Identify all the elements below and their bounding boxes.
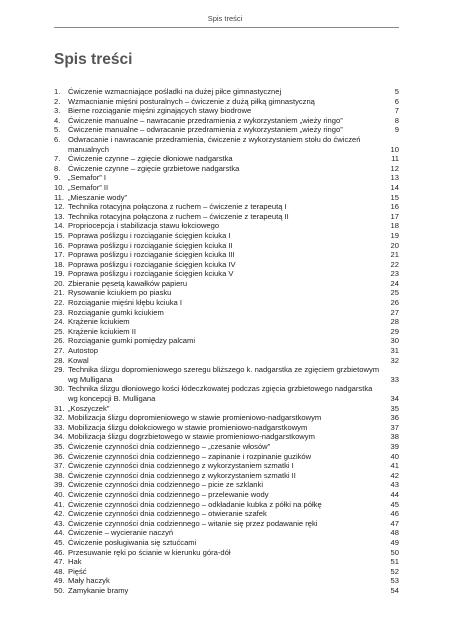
toc-entry-page-number: 15 <box>390 192 399 202</box>
toc-entry <box>54 241 399 251</box>
toc-entry <box>54 548 399 558</box>
toc-entry <box>54 509 399 519</box>
toc-entry-number: 45. <box>54 537 65 547</box>
toc-entry <box>54 586 399 596</box>
toc-entry <box>54 231 399 241</box>
header-divider <box>54 27 399 28</box>
toc-entry <box>54 269 399 279</box>
page-title: Spis treści <box>54 51 133 68</box>
toc-entry <box>54 423 399 433</box>
toc-entry-page-number: 37 <box>390 422 399 432</box>
toc-entry-title: Ćwiczenie czynności dnia codziennego – otwieranie szafek <box>68 509 267 519</box>
toc-entry-number: 38. <box>54 470 65 480</box>
toc-entry-title: Rozciąganie mięśni kłębu kciuka I <box>68 298 182 308</box>
toc-entry-number: 10. <box>54 182 65 192</box>
toc-entry-page-number: 21 <box>390 250 399 260</box>
toc-entry-number: 31. <box>54 403 65 413</box>
toc-entry-title: „Semafor” II <box>68 182 109 192</box>
toc-entry-page-number: 14 <box>390 182 399 192</box>
toc-entry <box>54 308 399 318</box>
toc-entry-page-number: 17 <box>390 211 399 221</box>
toc-entry <box>54 384 399 403</box>
toc-entry-title: Ćwiczenie czynności dnia codziennego – witanie się przez podawanie ręki <box>68 518 318 528</box>
toc-entry <box>54 356 399 366</box>
toc-entry-number: 29. <box>54 365 65 375</box>
toc-entry <box>54 221 399 231</box>
toc-entry-number: 41. <box>54 499 65 509</box>
toc-entry-title: Technika rotacyjna połączona z ruchem – ćwiczenie z terapeutą I <box>68 202 287 212</box>
toc-entry-number: 1. <box>54 87 61 96</box>
toc-entry-title: Wzmacnianie mięśni posturalnych – ćwiczenie z dużą piłką gimnastyczną <box>68 96 315 106</box>
toc-entry-title: Poprawa poślizgu i rozciąganie ścięgien kciuka II <box>68 240 233 250</box>
toc-entry-number: 30. <box>54 384 65 394</box>
toc-entry-title: Ćwiczenie czynne – zgięcie dłoniowe nadgarstka <box>68 154 233 164</box>
toc-entry-number: 46. <box>54 547 65 557</box>
toc-entry <box>54 461 399 471</box>
toc-entry <box>54 317 399 327</box>
toc-entry-title: „Semafor” I <box>68 173 106 183</box>
toc-entry-title: Technika rotacyjna połączona z ruchem – ćwiczenie z terapeutą II <box>68 211 289 221</box>
toc-entry-page-number: 47 <box>390 518 399 528</box>
toc-entry-page-number: 25 <box>390 288 399 298</box>
toc-entry <box>54 97 399 107</box>
table-of-contents <box>54 87 399 595</box>
toc-entry-page-number: 41 <box>390 461 399 471</box>
toc-entry-number: 3. <box>54 106 61 116</box>
toc-entry-number: 22. <box>54 298 65 308</box>
toc-entry-number: 12. <box>54 202 65 212</box>
toc-entry-title: Ćwiczenie czynne – zgięcie grzbietowe nadgarstka <box>68 163 240 173</box>
toc-entry-number: 9. <box>54 173 61 183</box>
toc-entry-title: Rysowanie kciukiem po piasku <box>68 288 172 298</box>
toc-entry <box>54 413 399 423</box>
toc-entry-title: Technika ślizgu dłoniowego kości łódeczkowatej podczas zgięcia grzbietowego nadgarstka wg koncepcji B. Mulligana <box>68 384 373 403</box>
toc-entry-number: 23. <box>54 307 65 317</box>
toc-entry-page-number: 13 <box>390 173 399 183</box>
toc-entry-number: 17. <box>54 250 65 260</box>
toc-entry <box>54 154 399 164</box>
toc-entry-number: 11. <box>54 192 64 202</box>
toc-entry-page-number: 38 <box>390 432 399 442</box>
toc-entry-page-number: 54 <box>390 585 399 595</box>
toc-entry-number: 33. <box>54 422 65 432</box>
toc-entry <box>54 135 399 154</box>
toc-entry-number: 39. <box>54 480 65 490</box>
toc-entry-page-number: 30 <box>390 336 399 346</box>
toc-entry-title: Poprawa poślizgu i rozciąganie ścięgien kciuka I <box>68 230 231 240</box>
toc-entry <box>54 538 399 548</box>
toc-entry-page-number: 20 <box>390 240 399 250</box>
toc-entry <box>54 260 399 270</box>
toc-entry-number: 27. <box>54 346 65 356</box>
toc-entry-number: 40. <box>54 489 65 499</box>
toc-entry <box>54 452 399 462</box>
toc-entry-title: Propriocepcja i stabilizacja stawu łokciowego <box>68 221 220 231</box>
toc-entry-title: Mobilizacja ślizgu dopromieniowego w stawie promieniowo-nadgarstkowym <box>68 413 322 423</box>
toc-entry-number: 15. <box>54 230 65 240</box>
toc-entry <box>54 288 399 298</box>
toc-entry-title: Mały haczyk <box>68 576 110 586</box>
toc-entry-page-number: 40 <box>390 451 399 461</box>
toc-entry-page-number: 46 <box>390 509 399 519</box>
toc-entry-page-number: 49 <box>390 537 399 547</box>
toc-entry <box>54 125 399 135</box>
toc-entry <box>54 490 399 500</box>
toc-entry-number: 16. <box>54 240 65 250</box>
toc-entry <box>54 173 399 183</box>
toc-entry-title: Hak <box>68 557 82 567</box>
toc-entry-page-number: 26 <box>390 298 399 308</box>
toc-entry-number: 21. <box>54 288 65 298</box>
toc-entry-title: Krążenie kciukiem <box>68 317 130 327</box>
toc-entry-number: 37. <box>54 461 65 471</box>
toc-entry-title: Bierne rozciąganie mięśni zginających stawy biodrowe <box>68 106 252 116</box>
toc-entry-title: Autostop <box>68 346 98 356</box>
toc-entry-title: Ćwiczenie czynności dnia codziennego – odkładanie kubka z półki na półkę <box>68 499 322 509</box>
toc-entry-title: Ćwiczenie manualne – odwracanie przedramienia z wykorzystaniem „wieży ringo” <box>68 125 343 135</box>
toc-entry-title: Zbieranie pęsetą kawałków papieru <box>68 278 188 288</box>
toc-entry-title: „Koszyczek” <box>68 403 110 413</box>
toc-entry-number: 26. <box>54 336 65 346</box>
toc-entry-number: 4. <box>54 115 61 125</box>
toc-entry-page-number: 11 <box>391 154 399 164</box>
toc-entry-number: 32. <box>54 413 65 423</box>
toc-entry-page-number: 27 <box>390 307 399 317</box>
toc-entry <box>54 327 399 337</box>
toc-entry <box>54 346 399 356</box>
toc-entry <box>54 471 399 481</box>
toc-entry-number: 36. <box>54 451 65 461</box>
toc-entry-page-number: 28 <box>390 317 399 327</box>
toc-entry <box>54 480 399 490</box>
toc-entry-page-number: 23 <box>390 269 399 279</box>
toc-entry <box>54 404 399 414</box>
toc-entry-number: 34. <box>54 432 65 442</box>
toc-entry-number: 43. <box>54 518 65 528</box>
toc-entry <box>54 500 399 510</box>
toc-entry-title: Ćwiczenie czynności dnia codziennego – zapinanie i rozpinanie guzików <box>68 451 312 461</box>
toc-entry <box>54 442 399 452</box>
toc-entry <box>54 528 399 538</box>
toc-entry-number: 42. <box>54 509 65 519</box>
toc-entry-page-number: 34 <box>390 394 399 403</box>
toc-entry-number: 47. <box>54 557 65 567</box>
toc-entry-number: 18. <box>54 259 65 269</box>
toc-entry-title: Ćwiczenie czynności dnia codziennego z wykorzystaniem szmatki II <box>68 470 296 480</box>
toc-entry-number: 35. <box>54 441 65 451</box>
toc-entry-page-number: 52 <box>390 566 399 576</box>
toc-entry-title: Kowal <box>68 355 89 365</box>
toc-entry-page-number: 29 <box>390 326 399 336</box>
toc-entry-number: 6. <box>54 134 61 144</box>
toc-entry-title: Poprawa poślizgu i rozciąganie ścięgien kciuka V <box>68 269 234 279</box>
toc-entry-title: Poprawa poślizgu i rozciąganie ścięgien kciuka IV <box>68 259 236 269</box>
toc-entry <box>54 567 399 577</box>
toc-entry-title: Krążenie kciukiem II <box>68 326 136 336</box>
running-header: Spis treści <box>207 14 243 23</box>
toc-entry <box>54 106 399 116</box>
toc-entry <box>54 432 399 442</box>
toc-entry-page-number: 51 <box>390 557 399 567</box>
toc-entry <box>54 87 399 97</box>
toc-entry-page-number: 50 <box>390 547 399 557</box>
toc-entry <box>54 193 399 203</box>
toc-entry-page-number: 31 <box>390 346 399 356</box>
toc-entry-title: Poprawa poślizgu i rozciąganie ścięgien kciuka III <box>68 250 235 260</box>
toc-entry-page-number: 19 <box>390 230 399 240</box>
toc-entry-page-number: 7 <box>394 106 399 116</box>
toc-entry-title: „Mieszanie wody” <box>68 192 128 202</box>
toc-entry-page-number: 10 <box>390 144 399 154</box>
toc-entry-number: 49. <box>54 576 65 586</box>
toc-entry-page-number: 9 <box>394 125 399 135</box>
toc-entry-page-number: 43 <box>390 480 399 490</box>
toc-entry-number: 7. <box>54 154 61 164</box>
toc-entry-number: 25. <box>54 326 65 336</box>
toc-entry-page-number: 44 <box>390 489 399 499</box>
toc-entry-number: 48. <box>54 566 65 576</box>
toc-entry <box>54 519 399 529</box>
toc-entry-page-number: 42 <box>390 470 399 480</box>
toc-entry-page-number: 32 <box>390 355 399 365</box>
toc-entry <box>54 183 399 193</box>
toc-entry-title: Pięść <box>68 566 87 576</box>
toc-entry-number: 24. <box>54 317 65 327</box>
toc-entry-number: 13. <box>54 211 65 221</box>
toc-entry-title: Zamykanie bramy <box>68 585 129 595</box>
toc-entry-number: 44. <box>54 528 65 538</box>
toc-entry-page-number: 22 <box>390 259 399 269</box>
toc-entry-page-number: 36 <box>390 413 399 423</box>
toc-entry-number: 50. <box>54 585 65 595</box>
toc-entry <box>54 279 399 289</box>
toc-entry-number: 20. <box>54 278 65 288</box>
toc-entry <box>54 164 399 174</box>
toc-entry <box>54 336 399 346</box>
toc-entry-title: Mobilizacja ślizgu dogrzbietowego w stawie promieniowo-nadgarstkowym <box>68 432 315 442</box>
toc-entry-title: Ćwiczenie czynności dnia codziennego – picie ze szklanki <box>68 480 264 490</box>
toc-entry-number: 28. <box>54 355 65 365</box>
toc-entry <box>54 212 399 222</box>
toc-entry-page-number: 53 <box>390 576 399 586</box>
toc-entry <box>54 557 399 567</box>
toc-entry-page-number: 48 <box>390 528 399 538</box>
toc-entry-number: 5. <box>54 125 61 135</box>
toc-entry <box>54 116 399 126</box>
toc-entry-title: Ćwiczenie wzmacniające pośladki na dużej piłce gimnastycznej <box>68 87 282 96</box>
toc-entry-page-number: 35 <box>390 403 399 413</box>
toc-entry-number: 2. <box>54 96 61 106</box>
toc-entry-page-number: 8 <box>394 115 399 125</box>
toc-entry-title: Mobilizacja ślizgu dołokciowego w stawie promieniowo-nadgarstkowym <box>68 422 308 432</box>
toc-entry <box>54 365 399 384</box>
toc-entry-title: Odwracanie i nawracanie przedramienia, ćwiczenie z wykorzystaniem stołu do ćwiczeń manualnych <box>68 134 361 154</box>
toc-entry-number: 19. <box>54 269 65 279</box>
toc-entry-page-number: 6 <box>394 96 399 106</box>
toc-entry <box>54 250 399 260</box>
toc-entry-number: 14. <box>54 221 65 231</box>
toc-entry-page-number: 24 <box>390 278 399 288</box>
toc-entry-title: Technika ślizgu dopromieniowego szeregu bliższego k. nadgarstka ze zgięciem grzbietowym wg Mulligana <box>68 365 380 384</box>
toc-entry-page-number: 45 <box>390 499 399 509</box>
toc-entry-title: Rozciąganie gumki pomiędzy palcami <box>68 336 196 346</box>
toc-entry-page-number: 33 <box>390 374 399 384</box>
toc-entry-title: Ćwiczenie posługiwania się sztućcami <box>68 537 197 547</box>
toc-entry-number: 8. <box>54 163 61 173</box>
toc-entry-page-number: 18 <box>390 221 399 231</box>
toc-entry <box>54 576 399 586</box>
toc-entry-title: Ćwiczenie czynności dnia codziennego – przelewanie wody <box>68 489 269 499</box>
toc-entry-title: Ćwiczenie manualne – nawracanie przedramienia z wykorzystaniem „wieży ringo” <box>68 115 343 125</box>
toc-entry-page-number: 39 <box>390 441 399 451</box>
toc-entry <box>54 298 399 308</box>
toc-entry-title: Ćwiczenie czynności dnia codziennego – „czesanie włosów” <box>68 441 271 451</box>
toc-entry-title: Rozciąganie gumki kciukiem <box>68 307 164 317</box>
toc-entry-page-number: 12 <box>390 163 399 173</box>
toc-entry-page-number: 16 <box>390 202 399 212</box>
toc-entry-title: Ćwiczenie czynności dnia codziennego z wykorzystaniem szmatki I <box>68 461 294 471</box>
toc-entry-title: Ćwiczenie – wycieranie naczyń <box>68 528 174 538</box>
toc-entry <box>54 202 399 212</box>
toc-entry-page-number: 5 <box>394 87 399 96</box>
toc-entry-title: Przesuwanie ręki po ścianie w kierunku góra-dół <box>68 547 231 557</box>
